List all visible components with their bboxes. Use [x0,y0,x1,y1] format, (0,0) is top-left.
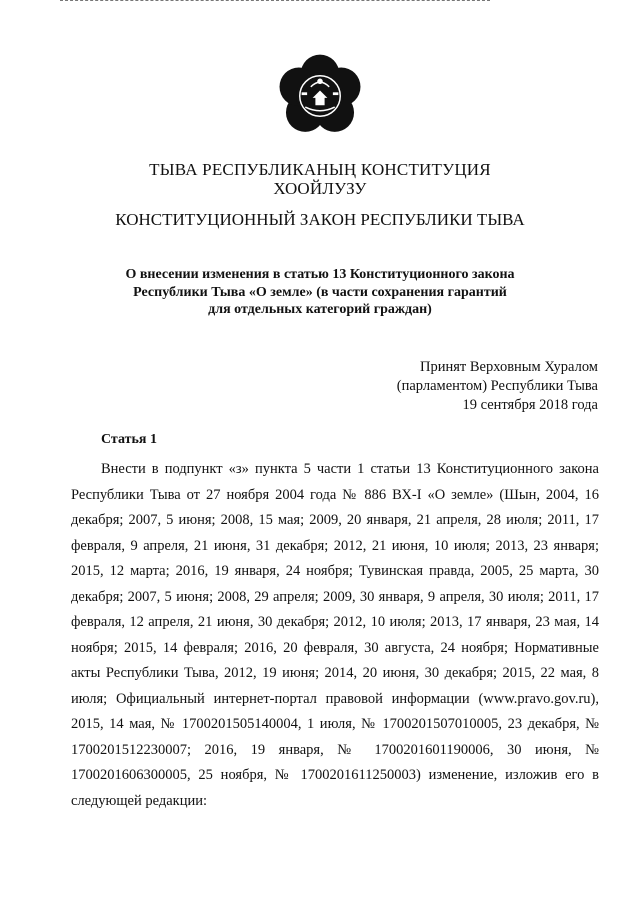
scan-top-edge [60,0,490,4]
adoption-date: 19 сентября 2018 года [462,397,598,413]
article-heading: Статья 1 [101,432,157,447]
law-subject-line-1: О внесении изменения в статью 13 Конституционного закона [125,267,515,282]
header-title-line-1: ТЫВА РЕСПУБЛИКАНЫҢ КОНСТИТУЦИЯ [149,160,491,179]
article-body-text: Внести в подпункт «з» пункта 5 части 1 статьи 13 Конституционного закона Республики Тыва от 27 ноября 2004 года № 886 ВХ-I «О земле» (Шын, 2004, 16 декабря; 2007, 5 июня; 2008, 15 мая; 2009, 20 января, 21 апреля, 28 июля; 2011, 17 февраля, 9 апреля, 21 июня, 31 декабря; 2012, 21 июня, 10 июля; 2013, 23 января; 2015, 12 марта; 2016, 19 января, 24 ноября; Тувинская правда, 2005, 25 марта, 30 декабря; 2007, 5 июня; 2008, 29 апреля; 2009, 30 января, 9 апреля, 30 июля; 2011, 17 февраля, 12 апреля, 21 июня, 30 декабря; 2012, 10 июля; 2013, 17 января, 23 мая, 14 ноября; 2015, 14 февраля; 2016, 20 февраля, 30 августа, 24 ноября; Нормативные акты Республики Тыва, 2012, 19 июня; 2014, 20 июня, 30 декабря; 2015, 22 мая, 8 июля; Официальный интернет-портал правовой информации (www.pravo.gov.ru), 2015, 14 мая, № 1700201505140004, 1 июля, № 1700201507010005, 23 декабря, № 1700201512230007; 2016, 19 января, № 1700201601190006, 30 июня, № 1700201606300005, 25 ноября, № 1700201611250003) изменение, изложив его в следующей редакции: [71,461,599,809]
document-header-title [0,160,640,198]
law-subject-line-3: для отдельных категорий граждан) [208,302,432,317]
adoption-line-1: Принят Верховным Хуралом [420,359,598,375]
adoption-line-2: (парламентом) Республики Тыва [396,378,598,394]
law-type-heading: КОНСТИТУЦИОННЫЙ ЗАКОН РЕСПУБЛИКИ ТЫВА [115,210,525,229]
law-subject-title [90,266,550,319]
header-title-line-2: ХООЙЛУЗУ [273,179,367,198]
adoption-block [298,358,598,415]
law-subject-line-2: Республики Тыва «О земле» (в части сохранения гарантий [133,284,507,300]
coat-of-arms-icon [274,50,366,142]
